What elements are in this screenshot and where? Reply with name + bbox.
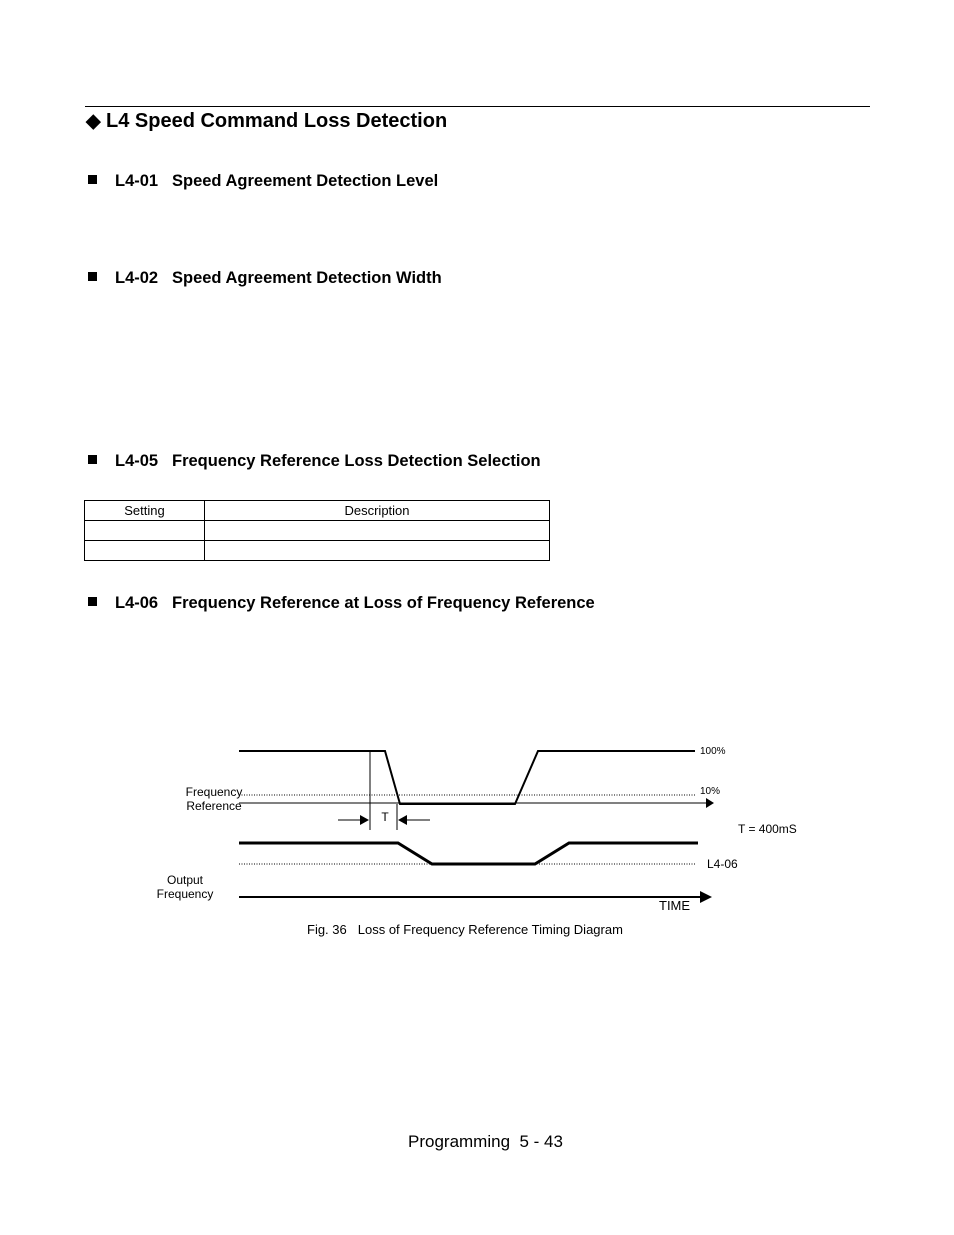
section-title: L4 Speed Command Loss Detection [106, 110, 448, 132]
t-left-arrowhead [360, 815, 369, 825]
section-heading [86, 110, 447, 133]
figure-caption [307, 922, 623, 937]
table-cell [85, 541, 205, 561]
output-freq-label-line2: Frequency [156, 887, 214, 901]
figure-caption-text: Loss of Frequency Reference Timing Diagram [357, 922, 623, 937]
level-100-label: 100% [700, 746, 726, 757]
param-code: L4-02 [115, 269, 159, 287]
param-code: L4-01 [115, 172, 159, 190]
page-footer [408, 1132, 563, 1152]
freq-ref-label-line2: Reference [186, 799, 242, 813]
param-title: Speed Agreement Detection Width [172, 269, 442, 287]
table-row [85, 521, 550, 541]
param-title: Frequency Reference Loss Detection Selection [172, 452, 541, 470]
param-code: L4-06 [115, 594, 159, 612]
t-label: T [381, 810, 389, 824]
square-bullet-icon [88, 272, 97, 281]
square-bullet-icon [88, 175, 97, 184]
param-heading-l4-06 [88, 594, 595, 613]
table-row [85, 541, 550, 561]
table-header-row [85, 501, 550, 521]
t-right-arrowhead [398, 815, 407, 825]
diamond-icon: ◆ [86, 111, 101, 132]
table-cell [205, 541, 550, 561]
output-freq-label-line1: Output [166, 873, 204, 887]
freq-ref-label-line1: Frequency [185, 785, 243, 799]
freq-ref-signal [239, 751, 695, 804]
footer-text: Programming 5 - 43 [408, 1132, 563, 1151]
table-header-setting: Setting [85, 501, 205, 521]
time-axis-arrowhead [700, 891, 712, 903]
settings-table [84, 500, 550, 561]
param-title: Frequency Reference at Loss of Frequency Reference [172, 594, 595, 612]
param-heading-l4-05 [88, 452, 541, 471]
l4-06-label: L4-06 [707, 857, 738, 871]
param-heading-l4-02 [88, 269, 442, 288]
t-value-label: T = 400mS [738, 822, 797, 836]
timing-diagram [150, 735, 810, 920]
square-bullet-icon [88, 597, 97, 606]
table-header-description: Description [205, 501, 550, 521]
figure-number: Fig. 36 [307, 922, 347, 937]
output-freq-signal [239, 843, 698, 864]
time-label: TIME [659, 898, 691, 913]
square-bullet-icon [88, 455, 97, 464]
freq-ref-axis-arrowhead [706, 798, 714, 808]
param-heading-l4-01 [88, 172, 438, 191]
table-cell [205, 521, 550, 541]
param-code: L4-05 [115, 452, 159, 470]
header-rule [85, 106, 870, 107]
level-10-label: 10% [700, 786, 721, 797]
param-title: Speed Agreement Detection Level [172, 172, 439, 190]
table-cell [85, 521, 205, 541]
